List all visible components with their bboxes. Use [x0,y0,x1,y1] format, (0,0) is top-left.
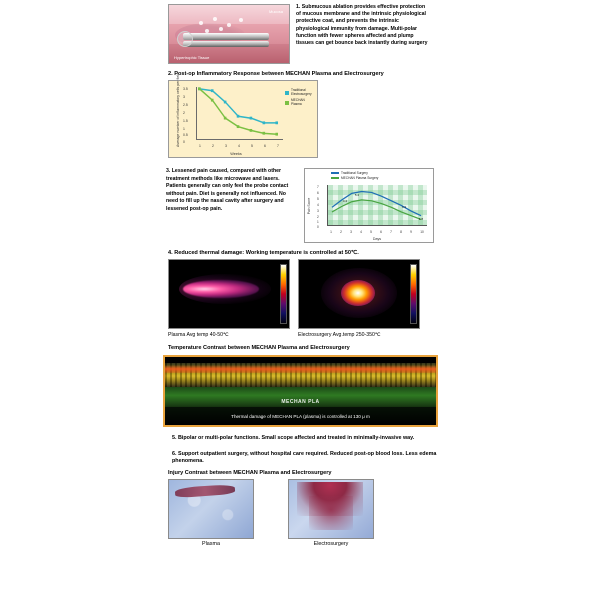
temperature-contrast-heading: Temperature Contrast between MECHAN Plasma and Electrosurgery [168,345,350,351]
plasma-probe-second [183,41,269,47]
label-mucosa: Mucosa [268,9,283,14]
chart3-series-traditional [332,192,421,216]
chart3-y-tick: 7 [317,185,319,189]
chart2-series-electrosurgery [200,89,277,123]
chart2-legend [285,89,315,109]
chart2-y-tick: 1.5 [183,119,188,123]
chart2-y-tick: 0 [183,140,185,144]
chart3-y-tick: 4 [317,203,319,207]
bullet-6: 6. Support outpatient surgery, without hospital care required. Reduced post-op blood loss. Less edema phenomena. [172,450,437,465]
chart3-svg [328,185,427,225]
chart3-x-tick: 4 [360,230,362,234]
chart2-y-tick: 3.5 [183,87,188,91]
bubble-icon [239,18,243,22]
chart3-y-axis-label: Pain Score [307,197,311,214]
chart3-x-tick: 3 [350,230,352,234]
plasma-histology-image [168,479,254,539]
plasma-thermal-image [168,259,290,329]
chart2-x-tick: 7 [277,144,279,148]
section-1-text: 1. Submucous ablation provides effective protection of mucous membrane and the intrinsic physiological protective coat, and prevents the intrinsic physiological immunity from damage. Multi-polar function with fewer spheres affected and plump tissues can get bounce back instantly during surgery [296,4,428,46]
section-3 [0,168,600,243]
chart3-x-tick: 10 [420,230,424,234]
section-1 [0,0,600,64]
injury-contrast-heading: Injury Contrast between MECHAN Plasma and Electrosurgery [168,469,332,476]
chart3-y-tick: 0 [317,225,319,229]
chart2-y-tick: 1 [183,127,185,131]
chart3-point-label: 5.4 [354,193,360,197]
chart3-legend [331,171,378,181]
plasma-probe [183,33,269,40]
chart3-x-tick: 6 [380,230,382,234]
chart2-x-tick: 2 [212,144,214,148]
chart3-x-tick: 9 [410,230,412,234]
bubble-icon [205,29,209,33]
label-hypertrophic-tissue: Hypertrophic Tissue [174,55,210,60]
bubble-icon [219,27,223,31]
chart3-x-tick: 5 [370,230,372,234]
legend-swatch-icon [285,91,289,95]
electrosurgery-temp-caption: Electrosurgery Avg.temp 250-350℃ [298,332,381,338]
chart2-x-tick: 4 [238,144,240,148]
chart2-legend-item [285,99,315,106]
plasma-heat-core [183,280,259,298]
bubble-icon [199,21,203,25]
chart2-legend-item [285,89,315,96]
chart2-legend-label: Traditional Electrosurgery [291,88,312,96]
chart3-point-label: 4.4 [342,199,348,203]
chart3-y-tick: 1 [317,220,319,224]
chart2-legend-label: MECHAN Plasma [291,98,305,106]
injury-lesion-deep [309,496,353,530]
chart3-legend-label: MECHAN Plasma Surgery [341,176,379,180]
legend-line-icon [331,172,339,174]
submucous-ablation-illustration [168,4,290,64]
legend-line-icon [331,177,339,179]
chart2-y-tick: 3 [183,95,185,99]
legend-swatch-icon [285,101,289,105]
chart3-x-axis-label: Days [372,237,382,241]
chart3-x-tick: 7 [390,230,392,234]
plasma-injury-caption: Plasma [202,540,220,547]
chart2-x-tick: 3 [225,144,227,148]
probe-tip-icon [177,31,193,47]
chart2-x-axis-label: Weeks [230,151,242,156]
thermal-damage-note: Thermal damage of MECHAN PLA (plasma) is controlled at 130 μ m [231,414,370,419]
chart3-point-label: 1.8 [418,217,424,221]
chart2-markers-plasma [198,87,278,135]
chart3-x-tick: 2 [340,230,342,234]
chart2-x-tick: 5 [251,144,253,148]
chart3-x-tick: 1 [330,230,332,234]
chart2-y-tick: 0.5 [183,133,188,137]
chart2-y-tick: 2.5 [183,103,188,107]
chart2-svg [197,87,283,139]
bubble-icon [227,23,231,27]
chart2-x-tick: 1 [199,144,201,148]
thermal-images-row [168,259,600,329]
electrosurgery-histology-image [288,479,374,539]
chart3-y-tick: 5 [317,197,319,201]
chart2-plot-area [196,87,283,140]
chart3-y-tick: 6 [317,191,319,195]
electrosurgery-thermal-image [298,259,420,329]
bullet-5: 5. Bipolar or multi-polar functions. Small scope affected and treated in minimally-invasive way. [172,435,415,441]
plasma-temp-caption: Plasma Avg temp 40-50℃ [168,332,229,338]
thermal-color-scale [280,264,287,324]
chart3-y-tick: 3 [317,209,319,213]
electrosurgery-injury-caption: Electrosurgery [313,540,349,547]
section-3-text: 3. Lessened pain caused, compared with other treatment methods like microwave and lasers. Patients generally can only feel the probe contact without pain. Diet is generally not influenced. No need to fill up the nasal cavity after surgery and lessened post-op pain. [166,168,289,212]
brand-watermark: MECHAN PLA [281,399,320,405]
chart3-legend-item [331,176,378,180]
chart3-legend-label: Traditional Surgery [341,171,368,175]
chart3-plot-area [327,185,427,226]
injury-images-row [168,479,600,539]
temperature-contrast-image [163,355,438,427]
chart3-point-label: 4.3 [401,205,407,209]
thermal-color-scale [410,264,417,324]
chart2-y-tick: 2 [183,111,185,115]
section-4-heading: 4. Reduced thermal damage: Working temperature is controlled at 50℃. [168,250,359,256]
mucosa-layer [169,5,289,24]
chart3-legend-item [331,171,378,175]
bubble-icon [213,17,217,21]
injury-captions [168,541,600,547]
chart2-markers-electrosurgery [198,87,278,124]
chart2-y-axis-label: Average number of inflammatory cells per field [176,72,180,147]
electrosurgery-heat-core [341,280,375,306]
section-2-heading: 2. Post-op Inflammatory Response between MECHAN Plasma and Electrosurgery [168,71,384,77]
chart2-x-tick: 6 [264,144,266,148]
chart3-y-tick: 2 [317,215,319,219]
thermal-damage-band [165,365,436,373]
thermal-captions [168,332,600,338]
chart3-x-tick: 8 [400,230,402,234]
pain-score-chart [304,168,434,243]
